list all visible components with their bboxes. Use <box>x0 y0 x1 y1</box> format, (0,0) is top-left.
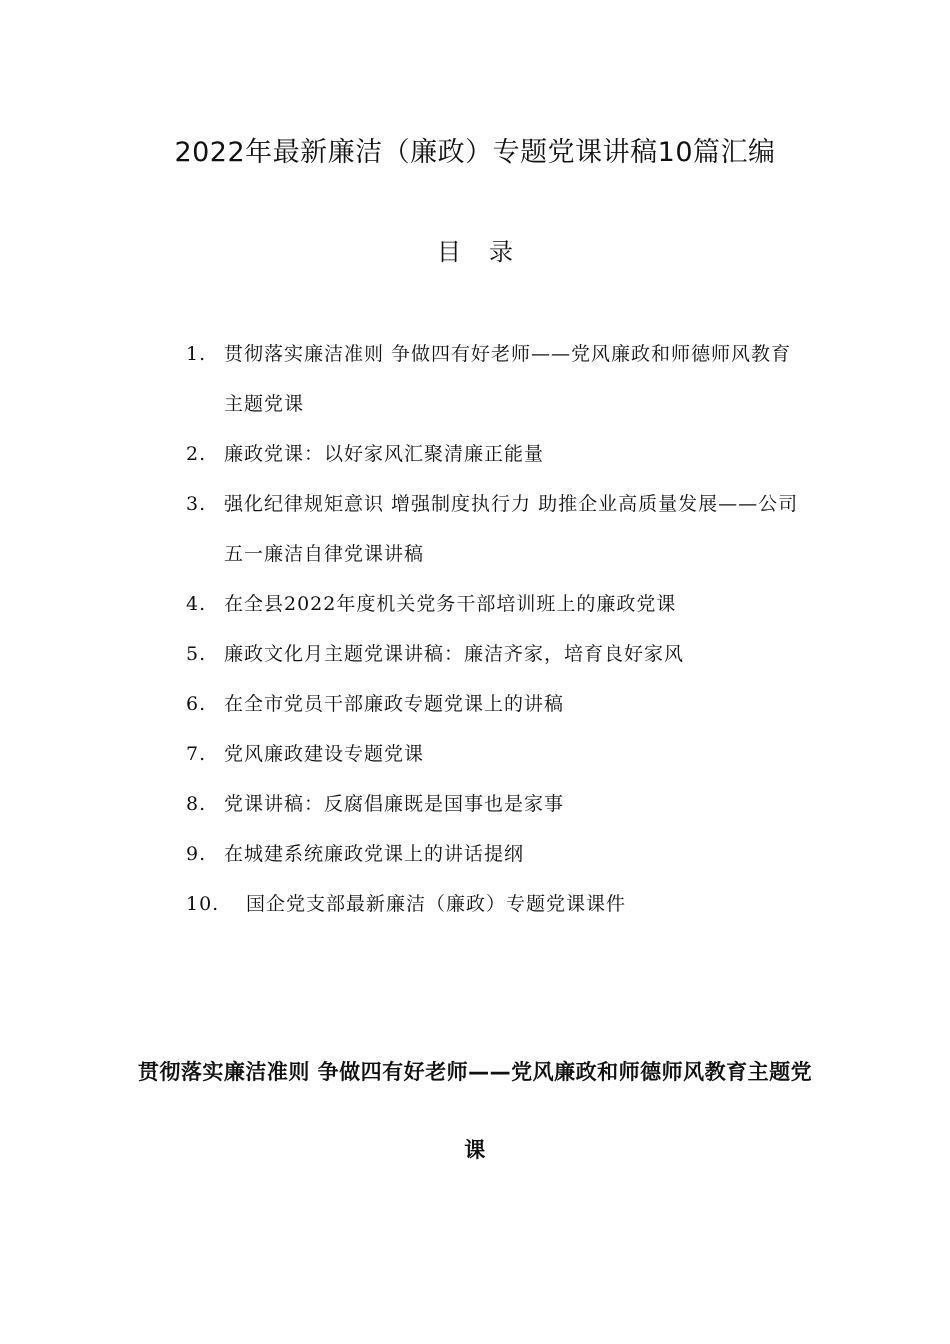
toc-item-number: 8. <box>186 793 207 815</box>
toc-item-text: 廉政党课：以好家风汇聚清廉正能量 <box>224 443 545 465</box>
toc-item-number: 1. <box>186 343 207 365</box>
toc-item-9[interactable] <box>186 829 806 879</box>
toc-item-7[interactable] <box>186 729 806 779</box>
toc-item-text: 在城建系统廉政党课上的讲话提纲 <box>224 843 525 865</box>
toc-item-3[interactable] <box>186 479 806 579</box>
toc-item-5[interactable] <box>186 629 806 679</box>
toc-item-number: 3. <box>186 493 207 515</box>
toc-item-text: 党课讲稿：反腐倡廉既是国事也是家事 <box>224 793 565 815</box>
toc-item-text: 在全市党员干部廉政专题党课上的讲稿 <box>224 693 565 715</box>
toc-item-8[interactable] <box>186 779 806 829</box>
toc-item-number: 9. <box>186 843 207 865</box>
toc-item-text: 国企党支部最新廉洁（廉政）专题党课课件 <box>246 893 627 915</box>
toc-item-number: 2. <box>186 443 207 465</box>
section-title: 贯彻落实廉洁准则 争做四有好老师——党风廉政和师德师风教育主题党课 <box>137 1060 813 1162</box>
toc-item-1[interactable] <box>186 329 806 429</box>
toc-item-number: 4. <box>186 593 207 615</box>
toc-item-10[interactable] <box>186 879 806 929</box>
toc-item-text: 廉政文化月主题党课讲稿：廉洁齐家，培育良好家风 <box>224 643 685 665</box>
toc-item-6[interactable] <box>186 679 806 729</box>
toc-item-text: 党风廉政建设专题党课 <box>224 743 425 765</box>
toc-item-number: 10. <box>186 893 220 915</box>
toc-item-text: 强化纪律规矩意识 增强制度执行力 助推企业高质量发展——公司五一廉洁自律党课讲稿 <box>224 493 799 565</box>
toc-item-number: 5. <box>186 643 207 665</box>
table-of-contents <box>186 329 806 929</box>
document-title: 2022年最新廉洁（廉政）专题党课讲稿10篇汇编 <box>174 137 776 168</box>
toc-item-2[interactable] <box>186 429 806 479</box>
toc-item-4[interactable] <box>186 579 806 629</box>
toc-item-number: 7. <box>186 743 207 765</box>
toc-item-text: 贯彻落实廉洁准则 争做四有好老师——党风廉政和师德师风教育主题党课 <box>224 343 792 415</box>
toc-item-number: 6. <box>186 693 207 715</box>
toc-heading: 目录 <box>437 238 541 266</box>
toc-item-text: 在全县2022年度机关党务干部培训班上的廉政党课 <box>224 593 677 615</box>
